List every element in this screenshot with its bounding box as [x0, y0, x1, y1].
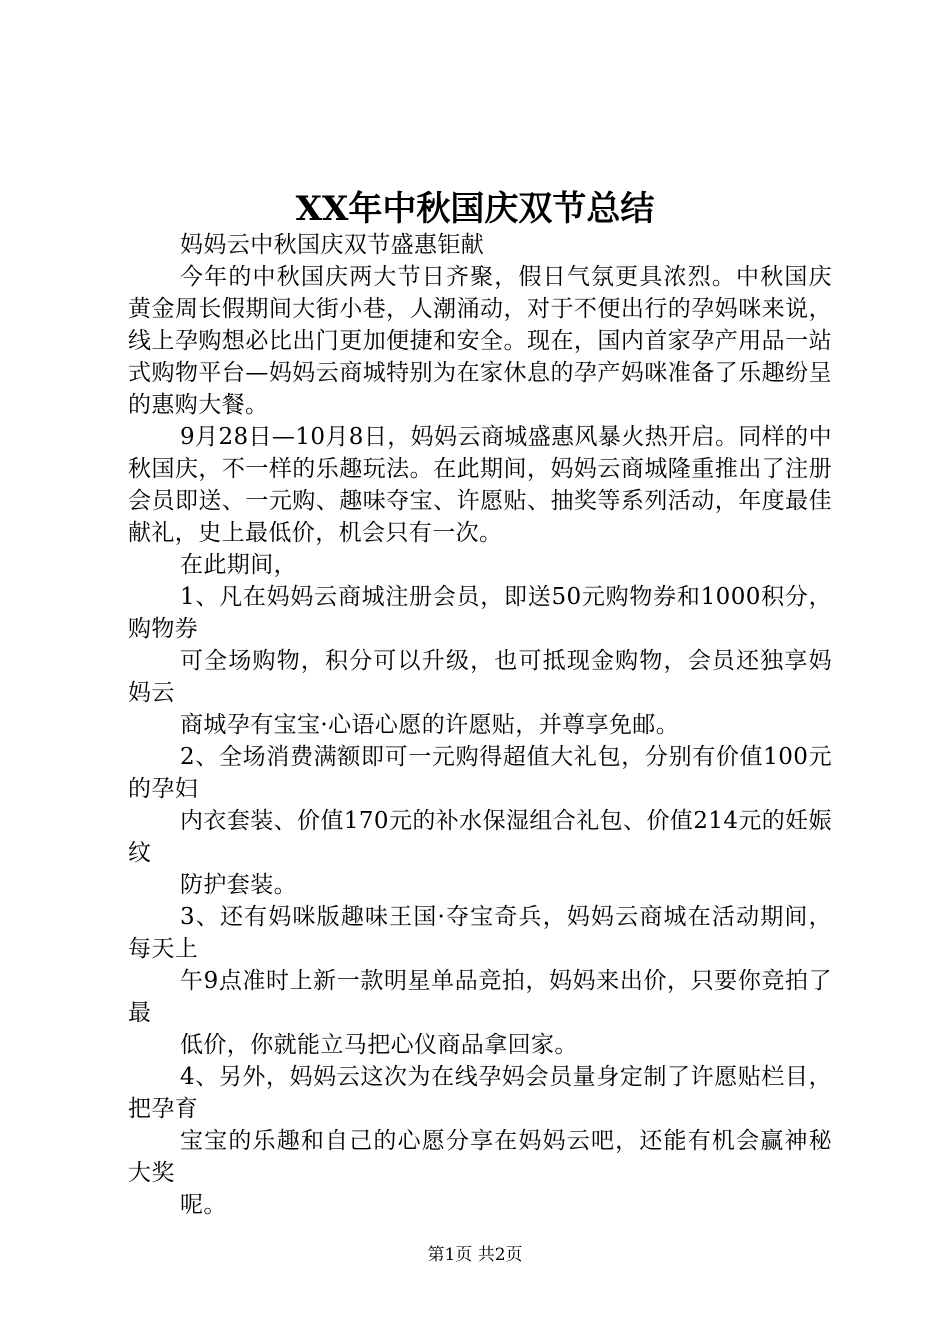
- paragraph-item-3-cont-1: 午9点准时上新一款明星单品竞拍，妈妈来出价，只要你竞拍了最: [128, 968, 832, 1026]
- paragraph-item-1-cont-1: 可全场购物，积分可以升级，也可抵现金购物，会员还独享妈妈云: [128, 648, 832, 706]
- paragraph-period-lead: 在此期间，: [180, 552, 297, 578]
- paragraph-item-1: 1、凡在妈妈云商城注册会员，即送50元购物券和1000积分，购物券: [128, 584, 832, 642]
- paragraph-item-4-cont-1: 宝宝的乐趣和自己的心愿分享在妈妈云吧，还能有机会赢神秘大奖: [128, 1128, 832, 1186]
- paragraph-item-4-cont-2: 呢。: [180, 1192, 227, 1218]
- paragraph-item-3-cont-2: 低价，你就能立马把心仪商品拿回家。: [180, 1032, 578, 1058]
- paragraph-item-2-cont-2: 防护套装。: [180, 872, 297, 898]
- paragraph-intro: 今年的中秋国庆两大节日齐聚，假日气氛更具浓烈。中秋国庆黄金周长假期间大街小巷，人潮涌动，对于不便出行的孕妈咪来说，线上孕购想必比出门更加便捷和安全。现在，国内首家孕产用品一站式购物平台—妈妈云商城特别为在家休息的孕产妈咪准备了乐趣纷呈的惠购大餐。: [128, 264, 832, 418]
- document-body: [128, 229, 832, 1221]
- paragraph-item-2: 2、全场消费满额即可一元购得超值大礼包，分别有价值100元的孕妇: [128, 744, 832, 802]
- paragraph-item-2-cont-1: 内衣套装、价值170元的补水保湿组合礼包、价值214元的妊娠纹: [128, 808, 832, 866]
- document-title: XX年中秋国庆双节总结: [295, 189, 655, 229]
- paragraph-event-dates: 9月28日—10月8日，妈妈云商城盛惠风暴火热开启。同样的中秋国庆，不一样的乐趣玩法。在此期间，妈妈云商城隆重推出了注册会员即送、一元购、趣味夺宝、许愿贴、抽奖等系列活动，年度最佳献礼，史上最低价，机会只有一次。: [128, 424, 832, 546]
- paragraph-subtitle: 妈妈云中秋国庆双节盛惠钜献: [180, 232, 485, 258]
- paragraph-item-4: 4、另外，妈妈云这次为在线孕妈会员量身定制了许愿贴栏目，把孕育: [128, 1064, 832, 1122]
- page-footer: 第1页 共2页: [427, 1245, 523, 1265]
- paragraph-item-1-cont-2: 商城孕有宝宝·心语心愿的许愿贴，并尊享免邮。: [180, 712, 680, 738]
- paragraph-item-3: 3、还有妈咪版趣味王国·夺宝奇兵，妈妈云商城在活动期间，每天上: [128, 904, 832, 962]
